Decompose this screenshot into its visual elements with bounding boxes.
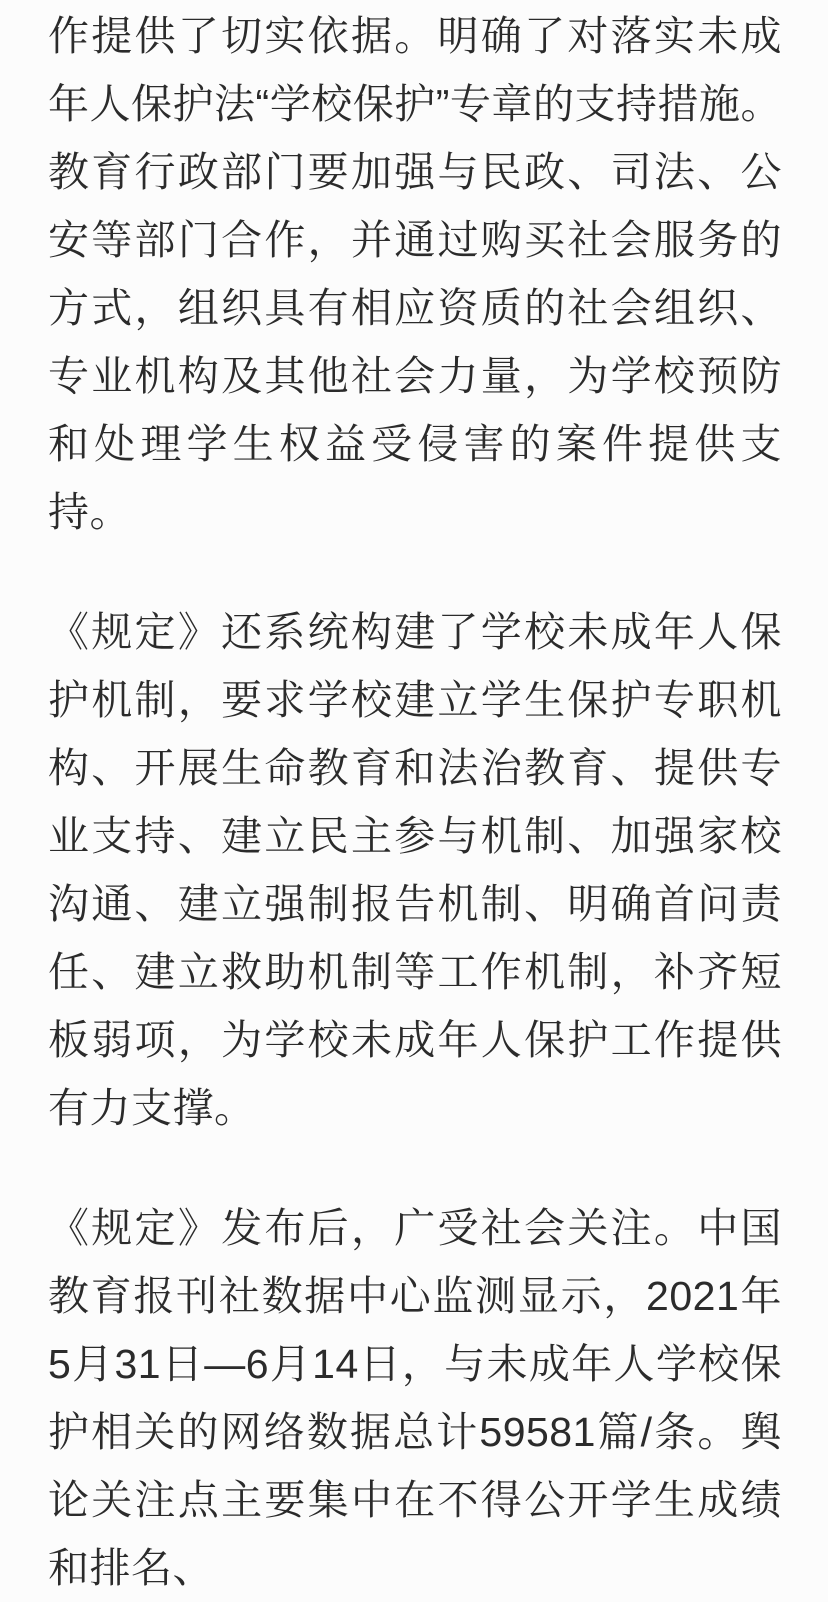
article-paragraph: 作提供了切实依据。明确了对落实未成年人保护法“学校保护”专章的支持措施。教育行政部门要加强与民政、司法、公安等部门合作，并通过购买社会服务的方式，组织具有相应资质的社会组织、专业机构及其他社会力量，为学校预防和处理学生权益受侵害的案件提供支持。 [48, 13, 782, 535]
article-paragraph: 《规定》还系统构建了学校未成年人保护机制，要求学校建立学生保护专职机构、开展生命教育和法治教育、提供专业支持、建立民主参与机制、加强家校沟通、建立强制报告机制、明确首问责任、建立救助机制等工作机制，补齐短板弱项，为学校未成年人保护工作提供有力支撑。 [48, 609, 782, 1131]
article-paragraph: 《规定》发布后，广受社会关注。中国教育报刊社数据中心监测显示，2021年5月31日—6月14日，与未成年人学校保护相关的网络数据总计59581篇/条。舆论关注点主要集中在不得公开学生成绩和排名、 [48, 1205, 782, 1591]
